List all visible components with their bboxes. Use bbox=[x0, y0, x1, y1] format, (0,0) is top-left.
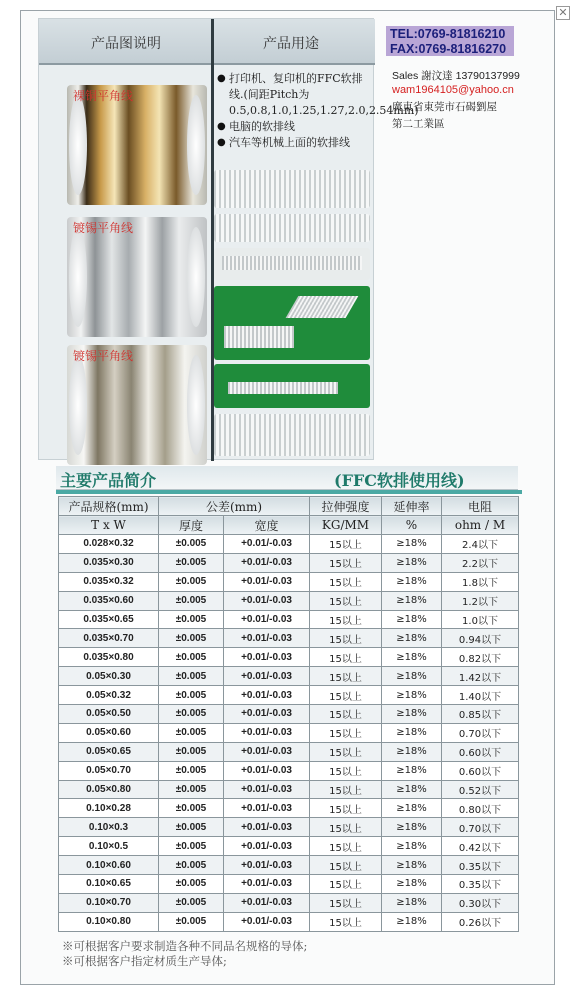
cell-size: 0.10×0.80 bbox=[59, 912, 159, 931]
header-tensile-unit: KG/MM bbox=[310, 516, 382, 535]
header-resistance: 电阻 bbox=[442, 497, 519, 516]
cell-width-tol: +0.01/-0.03 bbox=[224, 875, 310, 894]
header-txw: T x W bbox=[59, 516, 159, 535]
cell-thickness-tol: ±0.005 bbox=[159, 572, 224, 591]
cell-width-tol: +0.01/-0.03 bbox=[224, 893, 310, 912]
title-underline bbox=[56, 490, 522, 494]
tinned-flat-wire-photo-2 bbox=[67, 345, 207, 465]
header-product-usage: 产品用途 bbox=[263, 36, 319, 52]
cell-elongation: ≥18% bbox=[382, 875, 442, 894]
cell-tensile: 15以上 bbox=[310, 799, 382, 818]
cell-size: 0.05×0.60 bbox=[59, 723, 159, 742]
spool-flange bbox=[69, 95, 87, 195]
cell-tensile: 15以上 bbox=[310, 837, 382, 856]
cell-elongation: ≥18% bbox=[382, 629, 442, 648]
cell-size: 0.05×0.30 bbox=[59, 667, 159, 686]
cell-thickness-tol: ±0.005 bbox=[159, 761, 224, 780]
sales-contact: Sales 謝汶達 13790137999 bbox=[392, 70, 520, 82]
cell-thickness-tol: ±0.005 bbox=[159, 742, 224, 761]
spool-flange bbox=[187, 95, 205, 195]
cell-width-tol: +0.01/-0.03 bbox=[224, 912, 310, 931]
cell-size: 0.035×0.32 bbox=[59, 572, 159, 591]
cell-elongation: ≥18% bbox=[382, 553, 442, 572]
cell-resistance: 0.35以下 bbox=[442, 875, 519, 894]
phone-fax-box bbox=[386, 26, 514, 56]
cell-resistance: 0.42以下 bbox=[442, 837, 519, 856]
ffc-cable-photo bbox=[214, 170, 370, 208]
cell-resistance: 0.94以下 bbox=[442, 629, 519, 648]
header-product-pictures: 产品图说明 bbox=[91, 36, 161, 52]
cell-tensile: 15以上 bbox=[310, 723, 382, 742]
cell-width-tol: +0.01/-0.03 bbox=[224, 818, 310, 837]
cell-size: 0.10×0.28 bbox=[59, 799, 159, 818]
cell-width-tol: +0.01/-0.03 bbox=[224, 591, 310, 610]
cell-size: 0.035×0.65 bbox=[59, 610, 159, 629]
cell-width-tol: +0.01/-0.03 bbox=[224, 799, 310, 818]
cell-thickness-tol: ±0.005 bbox=[159, 875, 224, 894]
cell-resistance: 2.2以下 bbox=[442, 553, 519, 572]
cell-resistance: 1.40以下 bbox=[442, 686, 519, 705]
cell-resistance: 1.0以下 bbox=[442, 610, 519, 629]
cell-thickness-tol: ±0.005 bbox=[159, 686, 224, 705]
cell-tensile: 15以上 bbox=[310, 761, 382, 780]
cell-size: 0.10×0.70 bbox=[59, 893, 159, 912]
table-row bbox=[59, 780, 519, 799]
cell-resistance: 0.60以下 bbox=[442, 742, 519, 761]
cell-tensile: 15以上 bbox=[310, 705, 382, 724]
cell-tensile: 15以上 bbox=[310, 818, 382, 837]
cell-elongation: ≥18% bbox=[382, 818, 442, 837]
table-row bbox=[59, 875, 519, 894]
table-row bbox=[59, 912, 519, 931]
cell-elongation: ≥18% bbox=[382, 610, 442, 629]
cell-elongation: ≥18% bbox=[382, 893, 442, 912]
footnote: ※可根据客户要求制造各种不同品名规格的导体; bbox=[62, 939, 308, 953]
usage-item: ● 电脑的软排线 bbox=[217, 119, 375, 135]
table-title: 主要产品简介 bbox=[60, 471, 157, 490]
cell-tensile: 15以上 bbox=[310, 591, 382, 610]
cell-tensile: 15以上 bbox=[310, 742, 382, 761]
cell-tensile: 15以上 bbox=[310, 610, 382, 629]
cell-size: 0.05×0.80 bbox=[59, 780, 159, 799]
cell-resistance: 1.42以下 bbox=[442, 667, 519, 686]
cell-resistance: 1.2以下 bbox=[442, 591, 519, 610]
ffc-ribbon bbox=[228, 382, 338, 394]
ffc-cable-photo bbox=[214, 414, 370, 456]
cell-width-tol: +0.01/-0.03 bbox=[224, 780, 310, 799]
table-row bbox=[59, 535, 519, 554]
table-row bbox=[59, 610, 519, 629]
cell-size: 0.05×0.65 bbox=[59, 742, 159, 761]
cell-width-tol: +0.01/-0.03 bbox=[224, 686, 310, 705]
cell-elongation: ≥18% bbox=[382, 742, 442, 761]
cell-size: 0.10×0.5 bbox=[59, 837, 159, 856]
cell-size: 0.10×0.60 bbox=[59, 856, 159, 875]
spool-flange bbox=[69, 227, 87, 327]
cell-thickness-tol: ±0.005 bbox=[159, 553, 224, 572]
cell-thickness-tol: ±0.005 bbox=[159, 629, 224, 648]
cell-resistance: 0.82以下 bbox=[442, 648, 519, 667]
table-row bbox=[59, 686, 519, 705]
table-row bbox=[59, 629, 519, 648]
cell-resistance: 1.8以下 bbox=[442, 572, 519, 591]
email-link[interactable]: wam1964105@yahoo.cn bbox=[392, 84, 514, 96]
cell-resistance: 0.30以下 bbox=[442, 893, 519, 912]
cell-width-tol: +0.01/-0.03 bbox=[224, 742, 310, 761]
cell-thickness-tol: ±0.005 bbox=[159, 912, 224, 931]
cell-resistance: 0.35以下 bbox=[442, 856, 519, 875]
cell-thickness-tol: ±0.005 bbox=[159, 667, 224, 686]
cell-elongation: ≥18% bbox=[382, 856, 442, 875]
cell-elongation: ≥18% bbox=[382, 591, 442, 610]
table-row bbox=[59, 648, 519, 667]
cell-elongation: ≥18% bbox=[382, 572, 442, 591]
cell-elongation: ≥18% bbox=[382, 535, 442, 554]
cell-width-tol: +0.01/-0.03 bbox=[224, 856, 310, 875]
cell-width-tol: +0.01/-0.03 bbox=[224, 705, 310, 724]
table-subtitle: (FFC软排使用线) bbox=[334, 471, 465, 490]
table-row bbox=[59, 742, 519, 761]
cell-width-tol: +0.01/-0.03 bbox=[224, 610, 310, 629]
bare-copper-flat-wire-photo bbox=[67, 85, 207, 205]
cell-size: 0.05×0.70 bbox=[59, 761, 159, 780]
cell-resistance: 0.70以下 bbox=[442, 818, 519, 837]
table-row bbox=[59, 723, 519, 742]
cell-size: 0.035×0.60 bbox=[59, 591, 159, 610]
cell-width-tol: +0.01/-0.03 bbox=[224, 535, 310, 554]
spool-flange bbox=[187, 227, 205, 327]
cell-tensile: 15以上 bbox=[310, 686, 382, 705]
tinned-flat-wire-photo bbox=[67, 217, 207, 337]
cell-size: 0.035×0.80 bbox=[59, 648, 159, 667]
cell-width-tol: +0.01/-0.03 bbox=[224, 837, 310, 856]
table-row bbox=[59, 799, 519, 818]
cell-width-tol: +0.01/-0.03 bbox=[224, 667, 310, 686]
header-resistance-unit: ohm / M bbox=[442, 516, 519, 535]
cell-thickness-tol: ±0.005 bbox=[159, 799, 224, 818]
cell-width-tol: +0.01/-0.03 bbox=[224, 553, 310, 572]
cell-width-tol: +0.01/-0.03 bbox=[224, 723, 310, 742]
ffc-cable-photo bbox=[214, 286, 370, 360]
cell-thickness-tol: ±0.005 bbox=[159, 705, 224, 724]
photo-label: 镀锡平角线 bbox=[73, 349, 134, 363]
ffc-ribbon bbox=[224, 326, 294, 348]
tel-number: TEL:0769-81816210 bbox=[390, 27, 506, 41]
table-row bbox=[59, 761, 519, 780]
cell-width-tol: +0.01/-0.03 bbox=[224, 761, 310, 780]
table-row bbox=[59, 837, 519, 856]
table-row bbox=[59, 818, 519, 837]
cell-tensile: 15以上 bbox=[310, 629, 382, 648]
cell-resistance: 0.85以下 bbox=[442, 705, 519, 724]
cell-elongation: ≥18% bbox=[382, 761, 442, 780]
product-info-header bbox=[39, 19, 375, 65]
cell-size: 0.028×0.32 bbox=[59, 535, 159, 554]
cell-thickness-tol: ±0.005 bbox=[159, 610, 224, 629]
photo-label: 镀锡平角线 bbox=[73, 221, 134, 235]
header-spec: 产品规格(mm) bbox=[59, 497, 159, 516]
cell-size: 0.035×0.30 bbox=[59, 553, 159, 572]
fax-number: FAX:0769-81816270 bbox=[390, 42, 507, 56]
cell-tensile: 15以上 bbox=[310, 572, 382, 591]
spec-table bbox=[58, 496, 519, 932]
ffc-cable-photo bbox=[214, 214, 370, 242]
cell-resistance: 0.26以下 bbox=[442, 912, 519, 931]
close-icon[interactable]: ✕ bbox=[556, 6, 570, 20]
cell-tensile: 15以上 bbox=[310, 667, 382, 686]
cell-resistance: 0.52以下 bbox=[442, 780, 519, 799]
cell-tensile: 15以上 bbox=[310, 553, 382, 572]
usage-item: ● 打印机、复印机的FFC软排线.(间距Pitch为0.5,0.8,1.0,1.25,1.27,2.0,2.54mm) bbox=[217, 71, 375, 119]
cell-size: 0.05×0.32 bbox=[59, 686, 159, 705]
table-row bbox=[59, 591, 519, 610]
cell-resistance: 0.80以下 bbox=[442, 799, 519, 818]
cell-elongation: ≥18% bbox=[382, 837, 442, 856]
table-row bbox=[59, 572, 519, 591]
table-row bbox=[59, 553, 519, 572]
cell-tensile: 15以上 bbox=[310, 648, 382, 667]
spool-flange bbox=[69, 355, 87, 455]
cell-thickness-tol: ±0.005 bbox=[159, 723, 224, 742]
cell-size: 0.10×0.65 bbox=[59, 875, 159, 894]
cell-thickness-tol: ±0.005 bbox=[159, 856, 224, 875]
usage-item: ● 汽车等机械上面的软排线 bbox=[217, 135, 375, 151]
table-row bbox=[59, 667, 519, 686]
cell-elongation: ≥18% bbox=[382, 705, 442, 724]
header-width: 宽度 bbox=[224, 516, 310, 535]
ffc-cable-photo bbox=[214, 364, 370, 408]
cell-width-tol: +0.01/-0.03 bbox=[224, 648, 310, 667]
cell-elongation: ≥18% bbox=[382, 648, 442, 667]
footnote: ※可根据客户指定材质生产导体; bbox=[62, 954, 227, 968]
photo-label: 裸铜平角线 bbox=[73, 89, 134, 103]
table-row bbox=[59, 856, 519, 875]
ffc-ribbon bbox=[286, 296, 359, 318]
cell-resistance: 2.4以下 bbox=[442, 535, 519, 554]
cell-size: 0.10×0.3 bbox=[59, 818, 159, 837]
cell-width-tol: +0.01/-0.03 bbox=[224, 629, 310, 648]
spool-flange bbox=[187, 355, 205, 455]
cell-tensile: 15以上 bbox=[310, 893, 382, 912]
cell-elongation: ≥18% bbox=[382, 780, 442, 799]
cell-width-tol: +0.01/-0.03 bbox=[224, 572, 310, 591]
table-title-bar bbox=[56, 466, 518, 490]
ffc-ribbon bbox=[222, 256, 362, 270]
cell-thickness-tol: ±0.005 bbox=[159, 837, 224, 856]
cell-size: 0.035×0.70 bbox=[59, 629, 159, 648]
cell-resistance: 0.70以下 bbox=[442, 723, 519, 742]
header-elongation-unit: % bbox=[382, 516, 442, 535]
spec-table-body bbox=[59, 535, 519, 932]
cell-size: 0.05×0.50 bbox=[59, 705, 159, 724]
cell-elongation: ≥18% bbox=[382, 667, 442, 686]
cell-thickness-tol: ±0.005 bbox=[159, 591, 224, 610]
header-tolerance: 公差(mm) bbox=[159, 497, 310, 516]
ffc-cable-photo bbox=[214, 248, 370, 280]
cell-thickness-tol: ±0.005 bbox=[159, 780, 224, 799]
cell-thickness-tol: ±0.005 bbox=[159, 648, 224, 667]
header-thickness: 厚度 bbox=[159, 516, 224, 535]
cell-tensile: 15以上 bbox=[310, 856, 382, 875]
cell-tensile: 15以上 bbox=[310, 912, 382, 931]
cell-elongation: ≥18% bbox=[382, 912, 442, 931]
cell-elongation: ≥18% bbox=[382, 686, 442, 705]
cell-tensile: 15以上 bbox=[310, 875, 382, 894]
table-row bbox=[59, 705, 519, 724]
cell-tensile: 15以上 bbox=[310, 535, 382, 554]
cell-thickness-tol: ±0.005 bbox=[159, 818, 224, 837]
cell-thickness-tol: ±0.005 bbox=[159, 893, 224, 912]
cell-resistance: 0.60以下 bbox=[442, 761, 519, 780]
header-elongation: 延伸率 bbox=[382, 497, 442, 516]
address-line-2: 第二工業區 bbox=[392, 118, 445, 130]
table-row bbox=[59, 893, 519, 912]
cell-tensile: 15以上 bbox=[310, 780, 382, 799]
cell-elongation: ≥18% bbox=[382, 723, 442, 742]
cell-elongation: ≥18% bbox=[382, 799, 442, 818]
header-tensile: 拉伸强度 bbox=[310, 497, 382, 516]
cell-thickness-tol: ±0.005 bbox=[159, 535, 224, 554]
address-line-1: 廣東省東莞市石碣劉屋 bbox=[392, 101, 497, 113]
